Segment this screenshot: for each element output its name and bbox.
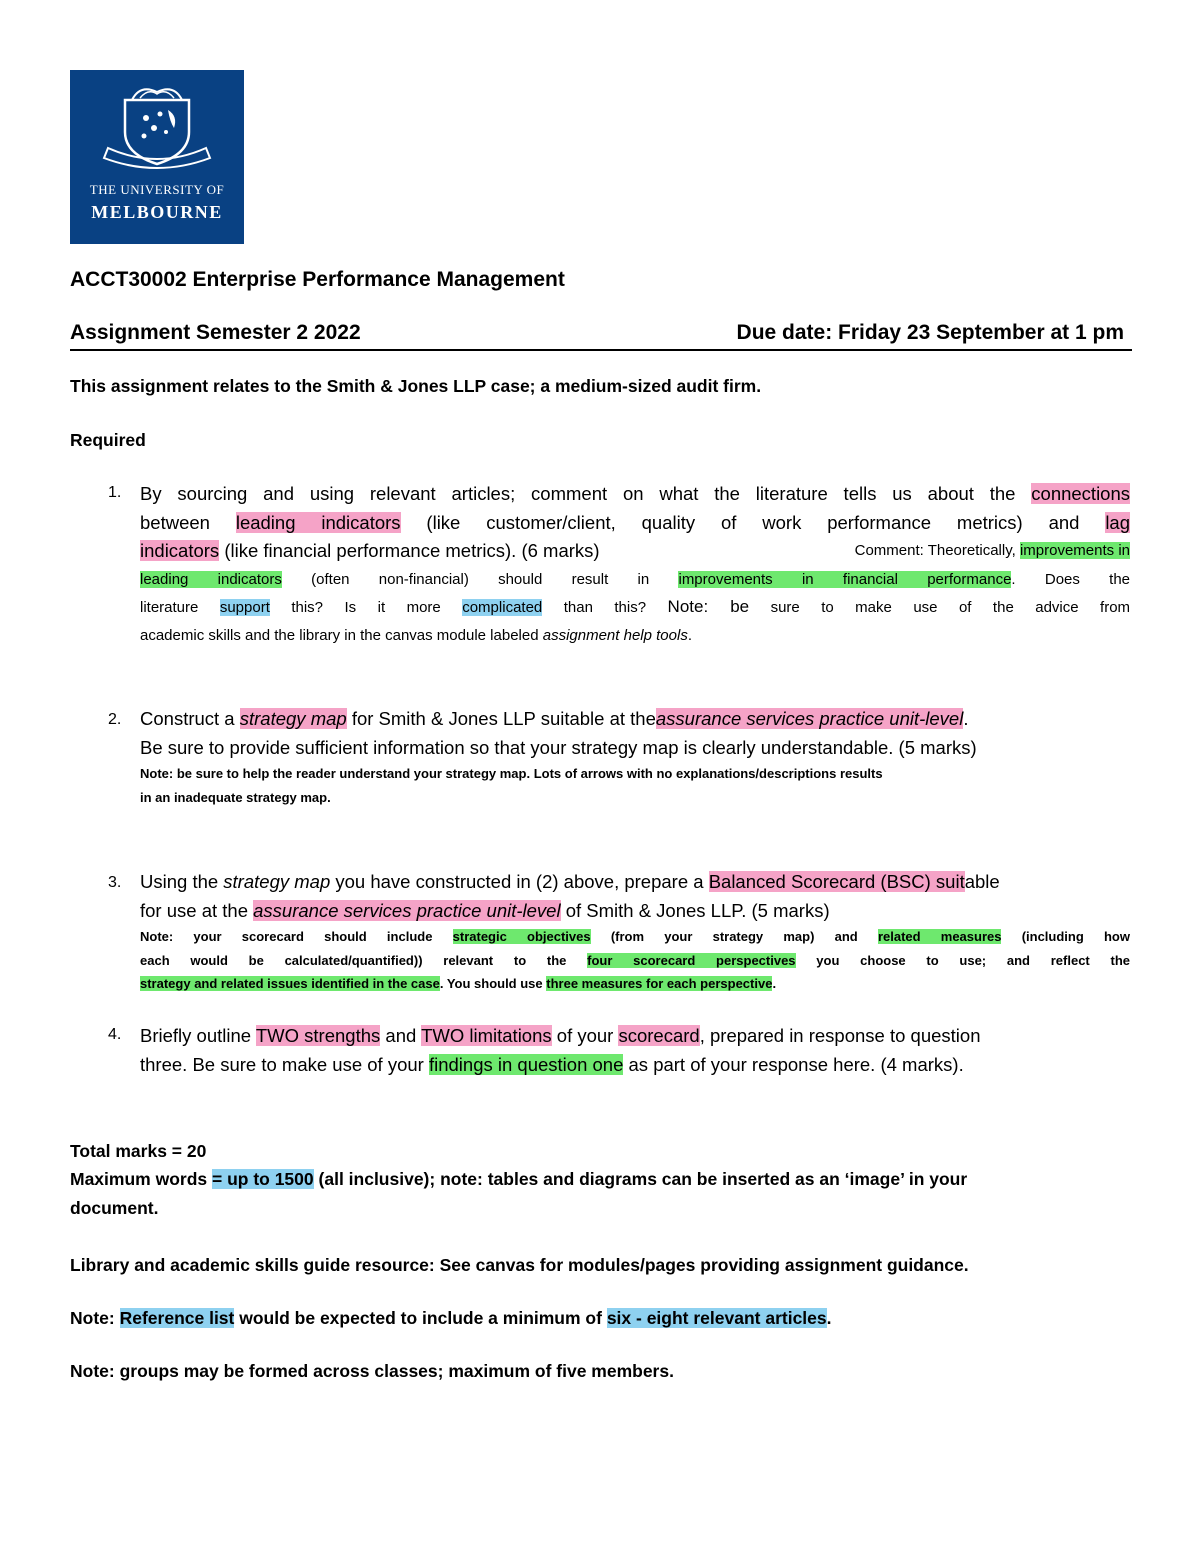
question-3: [108, 868, 1130, 996]
q1-line: between leading indicators (like customer/client, quality of work performance metrics) and lag: [140, 511, 1131, 533]
reference-note: Note: Reference list would be expected to include a minimum of six - eight relevant articles.: [70, 1308, 832, 1328]
max-words: Maximum words = up to 1500 (all inclusive); note: tables and diagrams can be inserted as an ‘image’ in your document.: [70, 1169, 968, 1218]
assignment-header: [70, 321, 1132, 351]
q3-line: strategy and related issues identified in the case. You should use three measures for each perspective.: [140, 976, 777, 991]
q1-line: indicators (like financial performance metrics). (6 marks) Comment: Theoretically, improvements in: [140, 540, 1130, 561]
q2-line: in an inadequate strategy map.: [140, 789, 331, 805]
q2-line: Construct a strategy map for Smith & Jones LLP suitable at theassurance services practice unit-level.: [140, 708, 969, 729]
q3-line: Using the strategy map you have constructed in (2) above, prepare a Balanced Scorecard (BSC) suitable: [140, 871, 1000, 892]
crest-icon: [70, 70, 244, 180]
groups-note: Note: groups may be formed across classes; maximum of five members.: [70, 1361, 674, 1381]
q1-line: leading indicators (often non-financial) should result in improvements in financial performance. Does the: [140, 570, 1131, 588]
q2-line: Be sure to provide sufficient information so that your strategy map is clearly understandable. (5 marks): [140, 736, 977, 758]
q3-line: for use at the assurance services practice unit-level of Smith & Jones LLP. (5 marks): [140, 899, 830, 921]
q4-line: three. Be sure to make use of your findings in question one as part of your response here. (4 marks).: [140, 1053, 964, 1075]
course-title: ACCT30002 Enterprise Performance Management: [70, 268, 565, 291]
total-marks: Total marks = 20: [70, 1141, 207, 1161]
due-date: Due date: Friday 23 September at 1 pm: [736, 321, 1124, 344]
q2-line: Note: be sure to help the reader understand your strategy map. Lots of arrows with no explanations/descriptions results: [140, 766, 883, 781]
q1-line: By sourcing and using relevant articles; comment on what the literature tells us about the connections: [140, 483, 1131, 504]
q3-line: each would be calculated/quantified)) relevant to the four scorecard perspectives you choose to use; and reflect the: [140, 952, 1130, 968]
question-2: [108, 705, 1130, 809]
question-number: 1.: [108, 484, 122, 501]
library-resource: Library and academic skills guide resource: See canvas for modules/pages providing assignment guidance.: [70, 1255, 969, 1275]
question-number: 3.: [108, 874, 122, 891]
logo-text-line2: MELBOURNE: [91, 202, 223, 222]
required-heading: Required: [70, 430, 146, 450]
assignment-label: Assignment Semester 2 2022: [70, 321, 361, 344]
q3-line: Note: your scorecard should include strategic objectives (from your strategy map) and related measures (including how: [140, 929, 1130, 944]
university-logo: [70, 70, 244, 244]
q1-line: literature support this? Is it more complicated than this? Note: be sure to make use of the advice from: [140, 597, 1131, 616]
question-4: [108, 1022, 1130, 1079]
logo-text-line1: THE UNIVERSITY OF: [89, 182, 225, 197]
question-number: 4.: [108, 1026, 122, 1043]
q1-line: academic skills and the library in the canvas module labeled assignment help tools.: [140, 626, 692, 644]
question-number: 2.: [108, 711, 122, 728]
intro-text: This assignment relates to the Smith & Jones LLP case; a medium-sized audit firm.: [70, 376, 762, 396]
question-1: [108, 480, 1131, 649]
q4-line: Briefly outline TWO strengths and TWO limitations of your scorecard, prepared in response to question: [140, 1025, 981, 1046]
